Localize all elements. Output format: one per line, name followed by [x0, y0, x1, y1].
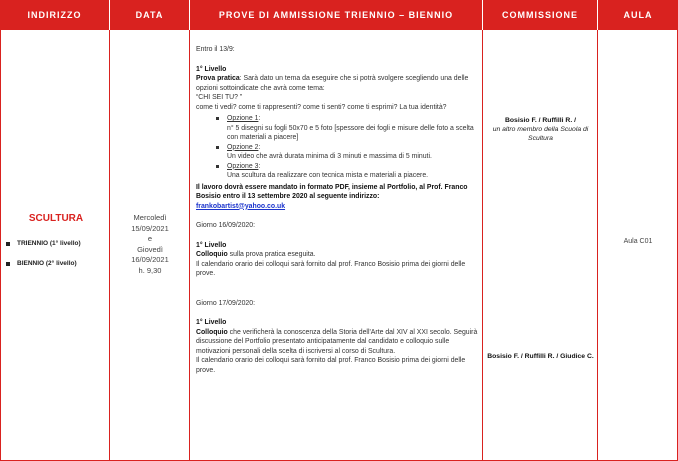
level-list: [6, 240, 81, 280]
list-item: Opzione 3: Una scultura da realizzare con tecnica mista e materiali a piacere.: [216, 162, 479, 181]
commission-first: Bosisio F. / Ruffilli R. / un altro membro della Scuola di Scultura: [492, 117, 589, 142]
prove-cell: [190, 30, 483, 461]
bullet-icon: [216, 117, 219, 120]
commissione-cell: [483, 30, 598, 461]
header-indirizzo: INDIRIZZO: [0, 0, 110, 30]
list-item: Opzione 1: n° 5 disegni su fogli 50x70 e 5 foto [spessore dei fogli e misure delle foto a scelta con materiali a piacere]: [216, 114, 479, 143]
header-data: DATA: [110, 0, 190, 30]
list-item: BIENNIO (2° livello): [6, 260, 81, 267]
exam-date: Mercoledì 15/09/2021 e Giovedì 16/09/2021 h. 9,30: [131, 213, 169, 275]
header-prove: PROVE DI AMMISSIONE TRIENNIO – BIENNIO: [190, 0, 483, 30]
data-cell: [110, 30, 190, 461]
header-aula: AULA: [598, 0, 678, 30]
prove-text: Entro il 13/9: 1° Livello Prova pratica: Sarà dato un tema da eseguire che si potrà svolgere scegliendo una delle opzioni sottoindicate che avrà come tema: “CHI SEI TU? ” come ti vedi? come ti rappresenti? come ti senti? come ti esprimi? La tua identità? Opzione 1: n° 5 disegni su fogli 50x70 e 5 foto [spessore dei fogli e misure delle foto a scelta con materiali a piacere] Opzione 2: Un video che avrà durata minima di 3 minuti e massima di 5 minuti. Opzione 3: Una scultura da realizzare con tecnica mista e materiali a piacere. Il lavoro dovrà essere mandato in formato PDF, insieme al Portfolio, al Prof. Franco Bosisio entro il 13 settembre 2020 al seguente indirizzo: frankobartist@yahoo.co.uk Giorno 16/09/2020: 1° Livello Colloquio sulla prova pratica eseguita. Il calendario orario dei colloqui sarà fornito dal prof. Franco Bosisio prima dei giorni delle prove. Giorno 17/09/2020: 1° Livello Colloquio che verificherà la conoscenza della Storia dell'Arte dal XIV al XXI secolo. Seguirà discussione del Portfolio presentato anticipatamente dal candidato e colloquio sulle motivazioni personali della scelta di iscriversi al corso di Scultura. Il calendario orario dei colloqui sarà fornito dal prof. Franco Bosisio prima dei giorni delle prove.: [196, 46, 478, 374]
commission-second: Bosisio F. / Ruffilli R. / Giudice C.: [487, 353, 594, 360]
list-item: TRIENNIO (1° livello): [6, 240, 81, 247]
list-item: Opzione 2: Un video che avrà durata minima di 3 minuti e massima di 5 minuti.: [216, 143, 479, 162]
indirizzo-cell: [0, 30, 110, 461]
aula-cell: [598, 30, 678, 461]
options-list: [216, 114, 479, 181]
header-commissione: COMMISSIONE: [483, 0, 598, 30]
email-link[interactable]: frankobartist@yahoo.co.uk: [196, 202, 286, 210]
course-name: SCULTURA: [28, 213, 84, 224]
bullet-icon: [216, 146, 219, 149]
bullet-icon: [6, 262, 10, 266]
bullet-icon: [6, 242, 10, 246]
bullet-icon: [216, 165, 219, 168]
room-label: Aula C01: [623, 238, 653, 245]
